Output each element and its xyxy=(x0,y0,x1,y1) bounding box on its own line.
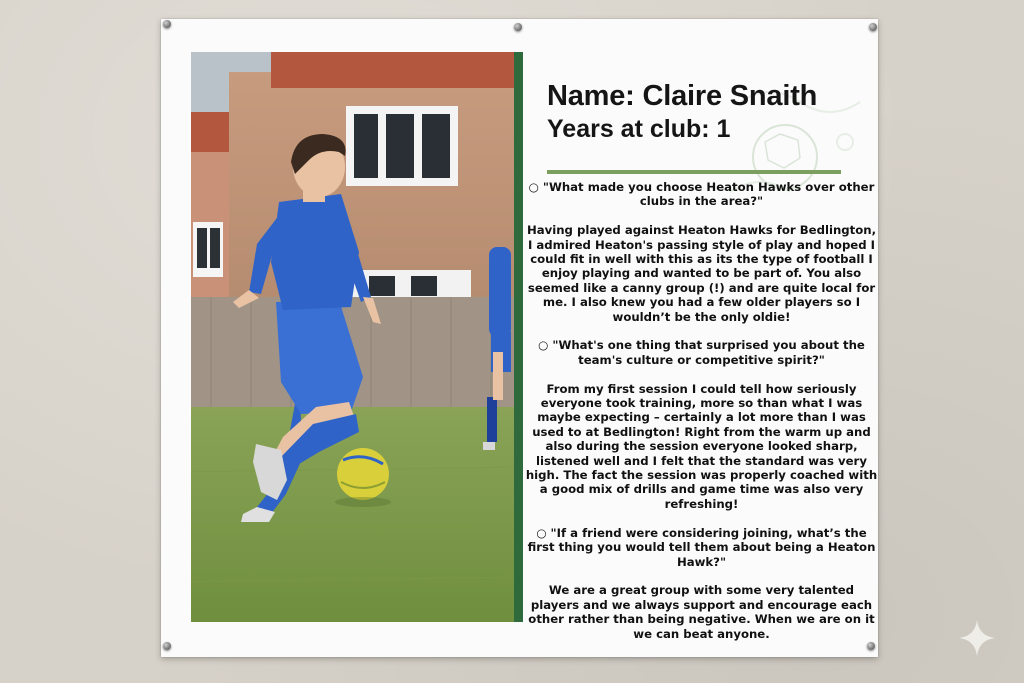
pin-top-right xyxy=(869,23,877,31)
bullet-circle-icon: ○ xyxy=(536,525,547,540)
question-3-text: "If a friend were considering joining, what’s the first thing you would tell them about being a Heaton Hawk?" xyxy=(527,525,876,569)
photo-divider xyxy=(514,52,523,622)
poster xyxy=(161,19,878,657)
question-3 xyxy=(525,526,878,569)
bullet-circle-icon: ○ xyxy=(528,180,539,194)
title-underline xyxy=(547,170,841,174)
answer-2: From my first session I could tell how seriously everyone took training, more so than what I was maybe expecting – certainly a lot more than I was used to at Bedlington! Right from the warm up and also during the session everyone looked sharp, listened well and I felt that the standard was very high. The fact the session was properly coached with a good mix of drills and game time was also very refreshing! xyxy=(525,381,878,511)
pin-top-left xyxy=(163,20,171,28)
pin-bottom-left xyxy=(163,642,171,650)
question-2 xyxy=(525,338,878,367)
question-2-text: "What's one thing that surprised you about the team's culture or competitive spirit?" xyxy=(552,338,865,367)
interview-qa xyxy=(525,180,878,655)
question-1 xyxy=(525,180,878,209)
sparkle-icon xyxy=(957,618,997,658)
answer-3: We are a great group with some very talented players and we always support and encourage each other rather than being negative. When we are on it we can beat anyone. xyxy=(528,583,875,641)
bullet-circle-icon: ○ xyxy=(538,338,549,353)
profile-name: Name: Claire Snaith xyxy=(547,80,818,112)
player-photo xyxy=(191,52,516,622)
question-1-text: "What made you choose Heaton Hawks over other clubs in the area?" xyxy=(542,180,875,209)
profile-text-column xyxy=(525,52,878,652)
years-at-club: Years at club: 1 xyxy=(547,115,731,143)
answer-1: Having played against Heaton Hawks for Bedlington, I admired Heaton's passing style of play and hoped I could fit in well with this as its the type of football I enjoy playing and wanted to be part of. You also seemed like a canny group (!) and are quite local for me. I also knew you had a few older players so I wouldn’t be the only oldie! xyxy=(526,223,877,324)
pin-top-center xyxy=(514,23,522,31)
